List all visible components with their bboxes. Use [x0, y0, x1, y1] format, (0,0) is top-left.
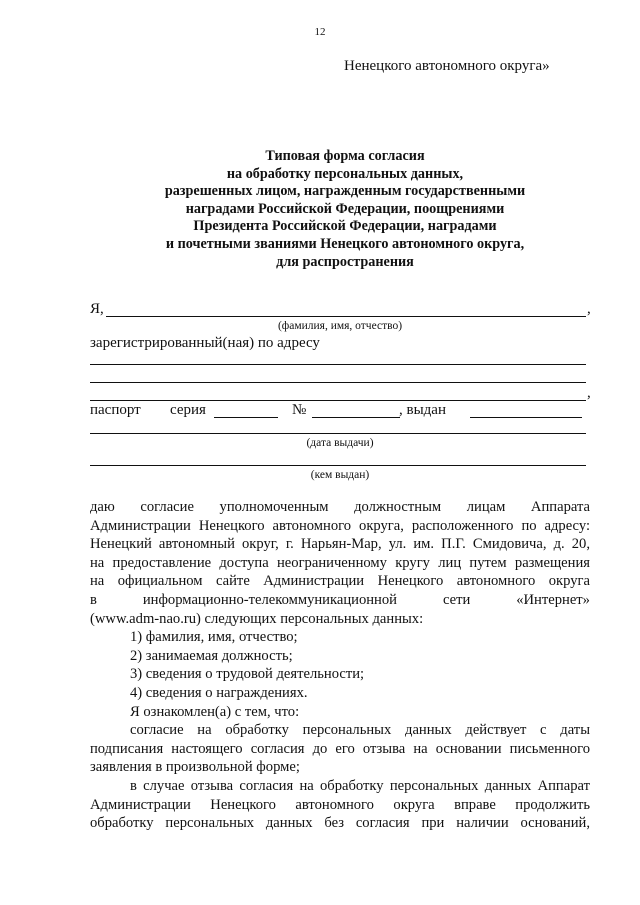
issued-field-line[interactable]: [470, 417, 582, 418]
body-line: подписания настоящего согласия до его отзыва на основании письменного: [90, 740, 590, 757]
word: «Интернет»: [516, 591, 590, 608]
header-continuation: Ненецкого автономного округа»: [344, 58, 550, 74]
word: сети: [442, 591, 471, 608]
word: в: [90, 591, 97, 608]
title-line: наградами Российской Федерации, поощрениями: [185, 200, 505, 217]
body-line: на предоставление доступа неограниченному кругу лиц путем размещения: [90, 554, 590, 571]
list-item: 4) сведения о награждениях.: [130, 684, 308, 701]
address-line-3[interactable]: [90, 400, 586, 401]
issued-label: , выдан: [399, 402, 446, 418]
number-label: №: [292, 402, 307, 418]
word: информационно-телекоммуникационной: [142, 591, 397, 608]
title-line: разрешенных лицом, награжденным государственными: [164, 183, 526, 200]
comma: ,: [587, 301, 591, 317]
number-field-line[interactable]: [312, 417, 400, 418]
list-item: 1) фамилия, имя, отчество;: [130, 629, 298, 646]
passport-label: паспорт: [90, 402, 141, 418]
fio-field-line[interactable]: [106, 316, 586, 317]
title-line: на обработку персональных данных,: [226, 165, 464, 182]
issue-date-caption: (дата выдачи): [306, 437, 374, 449]
issue-date-line[interactable]: [90, 433, 586, 434]
list-item: 2) занимаемая должность;: [130, 647, 293, 664]
body-line: согласие на обработку персональных данных действует с даты: [130, 722, 590, 739]
acknowledge-line: Я ознакомлен(а) с тем, что:: [130, 703, 300, 720]
body-line: на официальном сайте Администрации Ненецкого автономного округа: [90, 573, 590, 590]
body-line: в случае отзыва согласия на обработку персональных данных Аппарат: [130, 777, 590, 794]
title-line: и почетными званиями Ненецкого автономного округа,: [165, 235, 525, 252]
body-line: Администрации Ненецкого автономного округа вправе продолжить: [90, 796, 590, 813]
body-line: (www.adm-nao.ru) следующих персональных данных:: [90, 610, 424, 627]
body-line: обработку персональных данных без согласия при наличии оснований,: [90, 815, 590, 832]
registered-label: зарегистрированный(ная) по адресу: [90, 335, 320, 351]
issued-by-line[interactable]: [90, 465, 586, 466]
ya-label: Я,: [90, 301, 104, 317]
page-number: 12: [314, 26, 326, 38]
body-line: Ненецкий автономный округ, г. Нарьян-Мар, ул. им. П.Г. Смидовича, д. 20,: [90, 536, 590, 553]
body-line: даю согласие уполномоченным должностным лицам Аппарата: [90, 499, 590, 515]
document-title: [90, 148, 600, 271]
title-line: Президента Российской Федерации, наградами: [193, 218, 497, 235]
series-field-line[interactable]: [214, 417, 278, 418]
comma: ,: [587, 385, 591, 401]
issued-by-caption: (кем выдан): [310, 469, 370, 481]
title-line: Типовая форма согласия: [265, 148, 425, 164]
address-line-2[interactable]: [90, 382, 586, 383]
body-line: Администрации Ненецкого автономного округа, расположенного по адресу:: [90, 517, 590, 534]
series-label: серия: [170, 402, 206, 418]
consent-body: [90, 498, 590, 833]
body-line: заявления в произвольной форме;: [90, 759, 300, 776]
title-line: для распространения: [276, 253, 414, 270]
fio-caption: (фамилия, имя, отчество): [277, 320, 403, 332]
body-line: [90, 591, 590, 610]
address-line-1[interactable]: [90, 364, 586, 365]
list-item: 3) сведения о трудовой деятельности;: [130, 666, 365, 683]
